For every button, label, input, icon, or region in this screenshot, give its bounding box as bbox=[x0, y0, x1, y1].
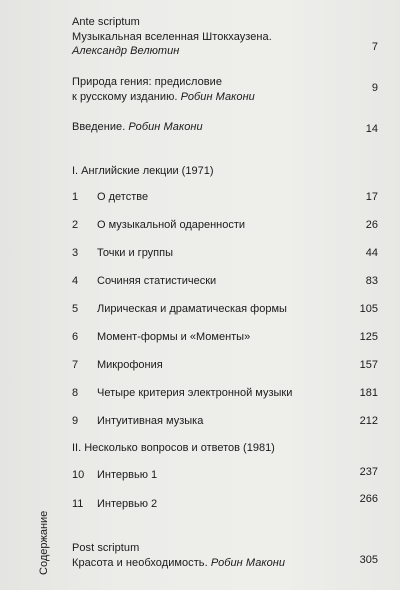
chapter-title: Лирическая и драматическая формы bbox=[97, 303, 287, 315]
chapter-number: 2 bbox=[72, 219, 79, 231]
page-number: 26 bbox=[365, 219, 378, 231]
page-number: 105 bbox=[359, 303, 378, 315]
chapter-title: Четыре критерия электронной музыки bbox=[97, 387, 293, 399]
chapter-number: 6 bbox=[72, 331, 79, 343]
entry-author: Александр Велютин bbox=[72, 45, 180, 57]
part-heading-1: I. Английские лекции (1971) bbox=[72, 165, 214, 177]
entry-author: Робин Макони bbox=[180, 90, 255, 103]
chapter-title: Интервью 1 bbox=[97, 469, 158, 481]
entry-heading: Post scriptum bbox=[72, 542, 140, 554]
chapter-title: О музыкальной одаренности bbox=[97, 219, 246, 231]
chapter-title: О детстве bbox=[97, 191, 149, 203]
entry-title-continued bbox=[72, 90, 255, 105]
entry-author: Робин Макони bbox=[128, 121, 203, 133]
entry-title-text: Введение. bbox=[72, 121, 129, 133]
page-number: 9 bbox=[371, 82, 378, 94]
chapter-number: 1 bbox=[72, 191, 79, 203]
toc-entry-ante-scriptum bbox=[72, 15, 272, 59]
chapter-title: Интуитивная музыка bbox=[97, 415, 204, 427]
chapter-number: 8 bbox=[72, 387, 79, 399]
entry-title: Природа гения: предисловие bbox=[72, 76, 223, 88]
entry-title-text: к русскому изданию. bbox=[72, 90, 181, 103]
chapter-number: 3 bbox=[72, 247, 79, 259]
chapter-title: Интервью 2 bbox=[97, 498, 158, 510]
toc-entry-post-scriptum bbox=[72, 541, 285, 570]
entry-title: Музыкальная вселенная Штокхаузена. bbox=[72, 30, 272, 43]
part-heading-2: II. Несколько вопросов и ответов (1981) bbox=[72, 442, 275, 454]
page-number: 305 bbox=[359, 554, 378, 566]
toc-entry-introduction bbox=[72, 120, 203, 135]
page-number: 83 bbox=[365, 275, 378, 287]
page-number: 14 bbox=[365, 123, 378, 135]
chapter-number: 10 bbox=[72, 469, 85, 481]
page-number: 181 bbox=[359, 387, 378, 399]
chapter-number: 7 bbox=[72, 359, 79, 371]
contents-side-label: Содержание bbox=[38, 510, 50, 575]
entry-title-line bbox=[72, 120, 203, 135]
entry-title-text: Красота и необходимость. bbox=[72, 556, 211, 569]
page-number: 7 bbox=[371, 41, 378, 53]
page-number: 17 bbox=[365, 191, 378, 203]
chapter-title: Сочиняя статистически bbox=[97, 275, 217, 287]
toc-entry-preface bbox=[72, 75, 255, 104]
chapter-number: 5 bbox=[72, 303, 79, 315]
entry-heading: Ante scriptum bbox=[72, 16, 140, 28]
page-number: 237 bbox=[359, 466, 378, 478]
chapter-title: Микрофония bbox=[97, 359, 163, 371]
chapter-number: 4 bbox=[72, 275, 79, 287]
chapter-title: Момент-формы и «Моменты» bbox=[97, 331, 251, 343]
chapter-number: 9 bbox=[72, 415, 79, 427]
chapter-number: 11 bbox=[72, 498, 84, 510]
page-number: 44 bbox=[365, 247, 378, 259]
chapter-title: Точки и группы bbox=[97, 247, 174, 259]
page-number: 125 bbox=[359, 331, 378, 343]
entry-title-line bbox=[72, 556, 285, 571]
entry-author: Робин Макони bbox=[210, 556, 286, 569]
page-number: 212 bbox=[359, 415, 378, 427]
page-number: 157 bbox=[359, 359, 378, 371]
page-number: 266 bbox=[359, 493, 378, 505]
